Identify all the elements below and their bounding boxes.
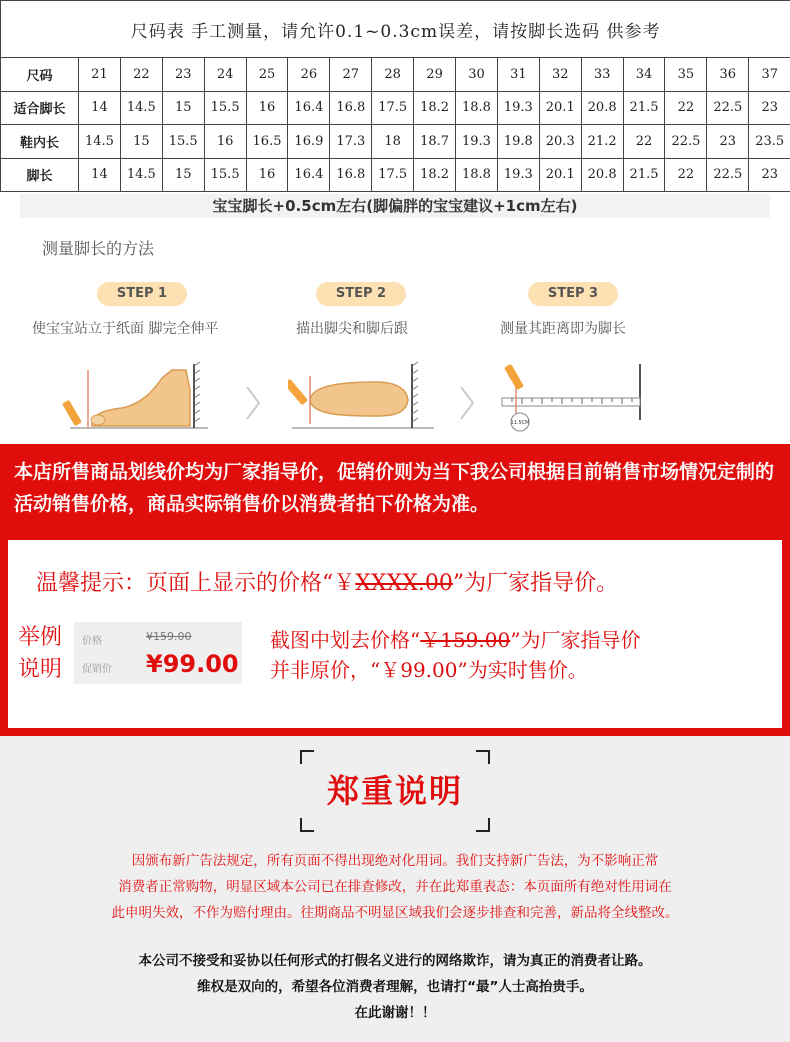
notice-text: 本店所售商品划线价均为厂家指导价，促销价则为当下我公司根据目前销售市场情况定制的活动销售价格，商品实际销售价以消费者拍下价格为准。 xyxy=(14,461,775,515)
size-table-cell: 37 xyxy=(749,58,790,92)
statement-black-line: 在此谢谢！！ xyxy=(354,1005,436,1021)
size-table-row xyxy=(1,91,790,125)
promo-label: 促销价 xyxy=(82,664,112,675)
ruler-measure-illustration xyxy=(500,360,650,432)
price-notice xyxy=(0,444,790,736)
size-table-cell: 15 xyxy=(162,91,204,125)
size-table-cell: 22 xyxy=(665,158,707,192)
size-table-cell: 16.8 xyxy=(330,91,372,125)
statement-red-text xyxy=(0,848,790,926)
size-table-cell: 16.8 xyxy=(330,158,372,192)
size-table-row-label: 适合脚长 xyxy=(1,91,79,125)
size-table-row-label: 脚长 xyxy=(1,158,79,192)
size-table-row xyxy=(1,58,790,92)
notice-inner-panel xyxy=(8,540,782,728)
size-table-cell: 36 xyxy=(707,58,749,92)
size-table-row-label: 鞋内长 xyxy=(1,125,79,159)
size-table-cell: 26 xyxy=(288,58,330,92)
size-table-cell: 18.7 xyxy=(414,125,456,159)
size-table-cell: 23 xyxy=(707,125,749,159)
example-line-1-suffix: ”为厂家指导价 xyxy=(510,628,641,652)
step-3-badge: STEP 3 xyxy=(528,282,618,306)
size-table-cell: 20.3 xyxy=(539,125,581,159)
size-table-cell: 31 xyxy=(497,58,539,92)
corner-bracket xyxy=(300,750,314,764)
size-table-cell: 16.5 xyxy=(246,125,288,159)
size-table-cell: 18 xyxy=(372,125,414,159)
size-table-cell: 22.5 xyxy=(707,91,749,125)
size-table-cell: 30 xyxy=(456,58,498,92)
size-table-cell: 18.2 xyxy=(414,91,456,125)
step-2-badge: STEP 2 xyxy=(316,282,406,306)
foot-standing-illustration xyxy=(62,360,212,432)
size-table-cell: 15 xyxy=(162,158,204,192)
example-line-1 xyxy=(270,624,640,653)
size-table-cell: 22.5 xyxy=(707,158,749,192)
size-table-cell: 19.3 xyxy=(497,91,539,125)
size-table-cell: 23 xyxy=(749,158,790,192)
statement-black-text xyxy=(0,948,790,1026)
size-table-cell: 16 xyxy=(204,125,246,159)
step-3-desc: 测量其距离即为脚长 xyxy=(500,321,626,337)
size-table-cell: 18.8 xyxy=(456,91,498,125)
example-label-2: 说明 xyxy=(18,657,63,682)
size-table-cell: 22 xyxy=(623,125,665,159)
size-table-cell: 15.5 xyxy=(204,91,246,125)
size-table-cell: 16 xyxy=(246,91,288,125)
size-table-cell: 21 xyxy=(79,58,121,92)
warm-tip-strike: XXXX.00 xyxy=(355,571,453,596)
size-table-cell: 25 xyxy=(246,58,288,92)
size-table-row xyxy=(1,125,790,159)
size-table-cell: 17.5 xyxy=(372,91,414,125)
size-table-cell: 16 xyxy=(246,158,288,192)
size-table-cell: 21.2 xyxy=(581,125,623,159)
measure-title: 测量脚长的方法 xyxy=(42,239,155,258)
size-table-cell: 34 xyxy=(623,58,665,92)
step-1-desc: 使宝宝站立于纸面 脚完全伸平 xyxy=(32,321,219,337)
size-table-cell: 15.5 xyxy=(204,158,246,192)
statement-red-line: 此申明失效，不作为赔付理由。往期商品不明显区域我们会逐步排查和完善，新品将全线整改。 xyxy=(111,905,679,921)
statement-black-line: 维权是双向的，希望各位消费者理解，也请打“最”人士高抬贵手。 xyxy=(197,979,593,995)
warm-tip-prefix: 温馨提示：页面上显示的价格“￥ xyxy=(36,571,356,596)
size-table-cell: 14.5 xyxy=(120,158,162,192)
ruler-label: 11.5CM xyxy=(510,420,530,426)
promo-price: ¥99.00 xyxy=(146,650,239,678)
size-table-cell: 22 xyxy=(665,91,707,125)
size-table-cell: 29 xyxy=(414,58,456,92)
chevron-right-icon xyxy=(244,385,262,421)
size-table-cell: 19.8 xyxy=(497,125,539,159)
size-table-cell: 35 xyxy=(665,58,707,92)
size-table-cell: 20.8 xyxy=(581,158,623,192)
corner-bracket xyxy=(300,818,314,832)
size-table-cell: 14.5 xyxy=(120,91,162,125)
size-table-cell: 22 xyxy=(120,58,162,92)
size-table-row-label: 尺码 xyxy=(1,58,79,92)
size-table-cell: 22.5 xyxy=(665,125,707,159)
foot-tracing-illustration xyxy=(288,360,438,432)
chevron-right-icon xyxy=(458,385,476,421)
size-table-cell: 21.5 xyxy=(623,158,665,192)
statement-black-line: 本公司不接受和妥协以任何形式的打假名义进行的网络欺诈，请为真正的消费者让路。 xyxy=(138,953,652,969)
example-line-1-strike: ￥159.00 xyxy=(420,628,511,652)
size-table-title: 尺码表 手工测量，请允许0.1~0.3cm误差，请按脚长选码 供参考 xyxy=(1,1,790,58)
size-table-cell: 23 xyxy=(162,58,204,92)
step-2-desc: 描出脚尖和脚后跟 xyxy=(296,321,408,337)
example-label-1: 举例 xyxy=(18,625,63,650)
size-table-cell: 32 xyxy=(539,58,581,92)
size-table-cell: 23 xyxy=(749,91,790,125)
warm-tip xyxy=(36,566,618,597)
example-line-2: 并非原价，“￥99.00”为实时售价。 xyxy=(270,658,588,682)
size-table-cell: 16.9 xyxy=(288,125,330,159)
size-table-cell: 16.4 xyxy=(288,158,330,192)
size-table-cell: 19.3 xyxy=(456,125,498,159)
size-table-cell: 14 xyxy=(79,91,121,125)
size-table-row xyxy=(1,158,790,192)
sizing-tip: 宝宝脚长+0.5cm左右(脚偏胖的宝宝建议+1cm左右) xyxy=(20,194,770,218)
size-table-cell: 18.2 xyxy=(414,158,456,192)
size-table xyxy=(0,0,790,192)
size-table-cell: 19.3 xyxy=(497,158,539,192)
size-table-cell: 15 xyxy=(120,125,162,159)
corner-bracket xyxy=(476,818,490,832)
statement-title: 郑重说明 xyxy=(326,772,463,810)
size-table-cell: 14 xyxy=(79,158,121,192)
size-table-cell: 18.8 xyxy=(456,158,498,192)
size-table-cell: 27 xyxy=(330,58,372,92)
solemn-statement xyxy=(0,736,790,1042)
size-table-cell: 17.3 xyxy=(330,125,372,159)
size-table-cell: 14.5 xyxy=(79,125,121,159)
size-table-cell: 20.8 xyxy=(581,91,623,125)
statement-red-line: 因颁布新广告法规定，所有页面不得出现绝对化用词。我们支持新广告法，为不影响正常 xyxy=(131,853,659,869)
example-line-1-prefix: 截图中划去价格“ xyxy=(270,628,421,652)
size-table-cell: 24 xyxy=(204,58,246,92)
size-table-cell: 20.1 xyxy=(539,158,581,192)
size-table-cell: 16.4 xyxy=(288,91,330,125)
size-table-cell: 33 xyxy=(581,58,623,92)
corner-bracket xyxy=(476,750,490,764)
warm-tip-suffix: ”为厂家指导价。 xyxy=(452,571,619,596)
old-price: ¥159.00 xyxy=(146,630,192,643)
price-label: 价格 xyxy=(82,636,102,647)
size-table-cell: 28 xyxy=(372,58,414,92)
step-1-badge: STEP 1 xyxy=(97,282,187,306)
size-table-cell: 21.5 xyxy=(623,91,665,125)
size-table-cell: 23.5 xyxy=(749,125,790,159)
size-table-cell: 15.5 xyxy=(162,125,204,159)
price-box-screenshot xyxy=(74,622,242,684)
size-table-cell: 20.1 xyxy=(539,91,581,125)
size-table-cell: 17.5 xyxy=(372,158,414,192)
statement-red-line: 消费者正常购物，明显区域本公司已在排查修改，并在此郑重表态：本页面所有绝对性用词在 xyxy=(118,879,672,895)
